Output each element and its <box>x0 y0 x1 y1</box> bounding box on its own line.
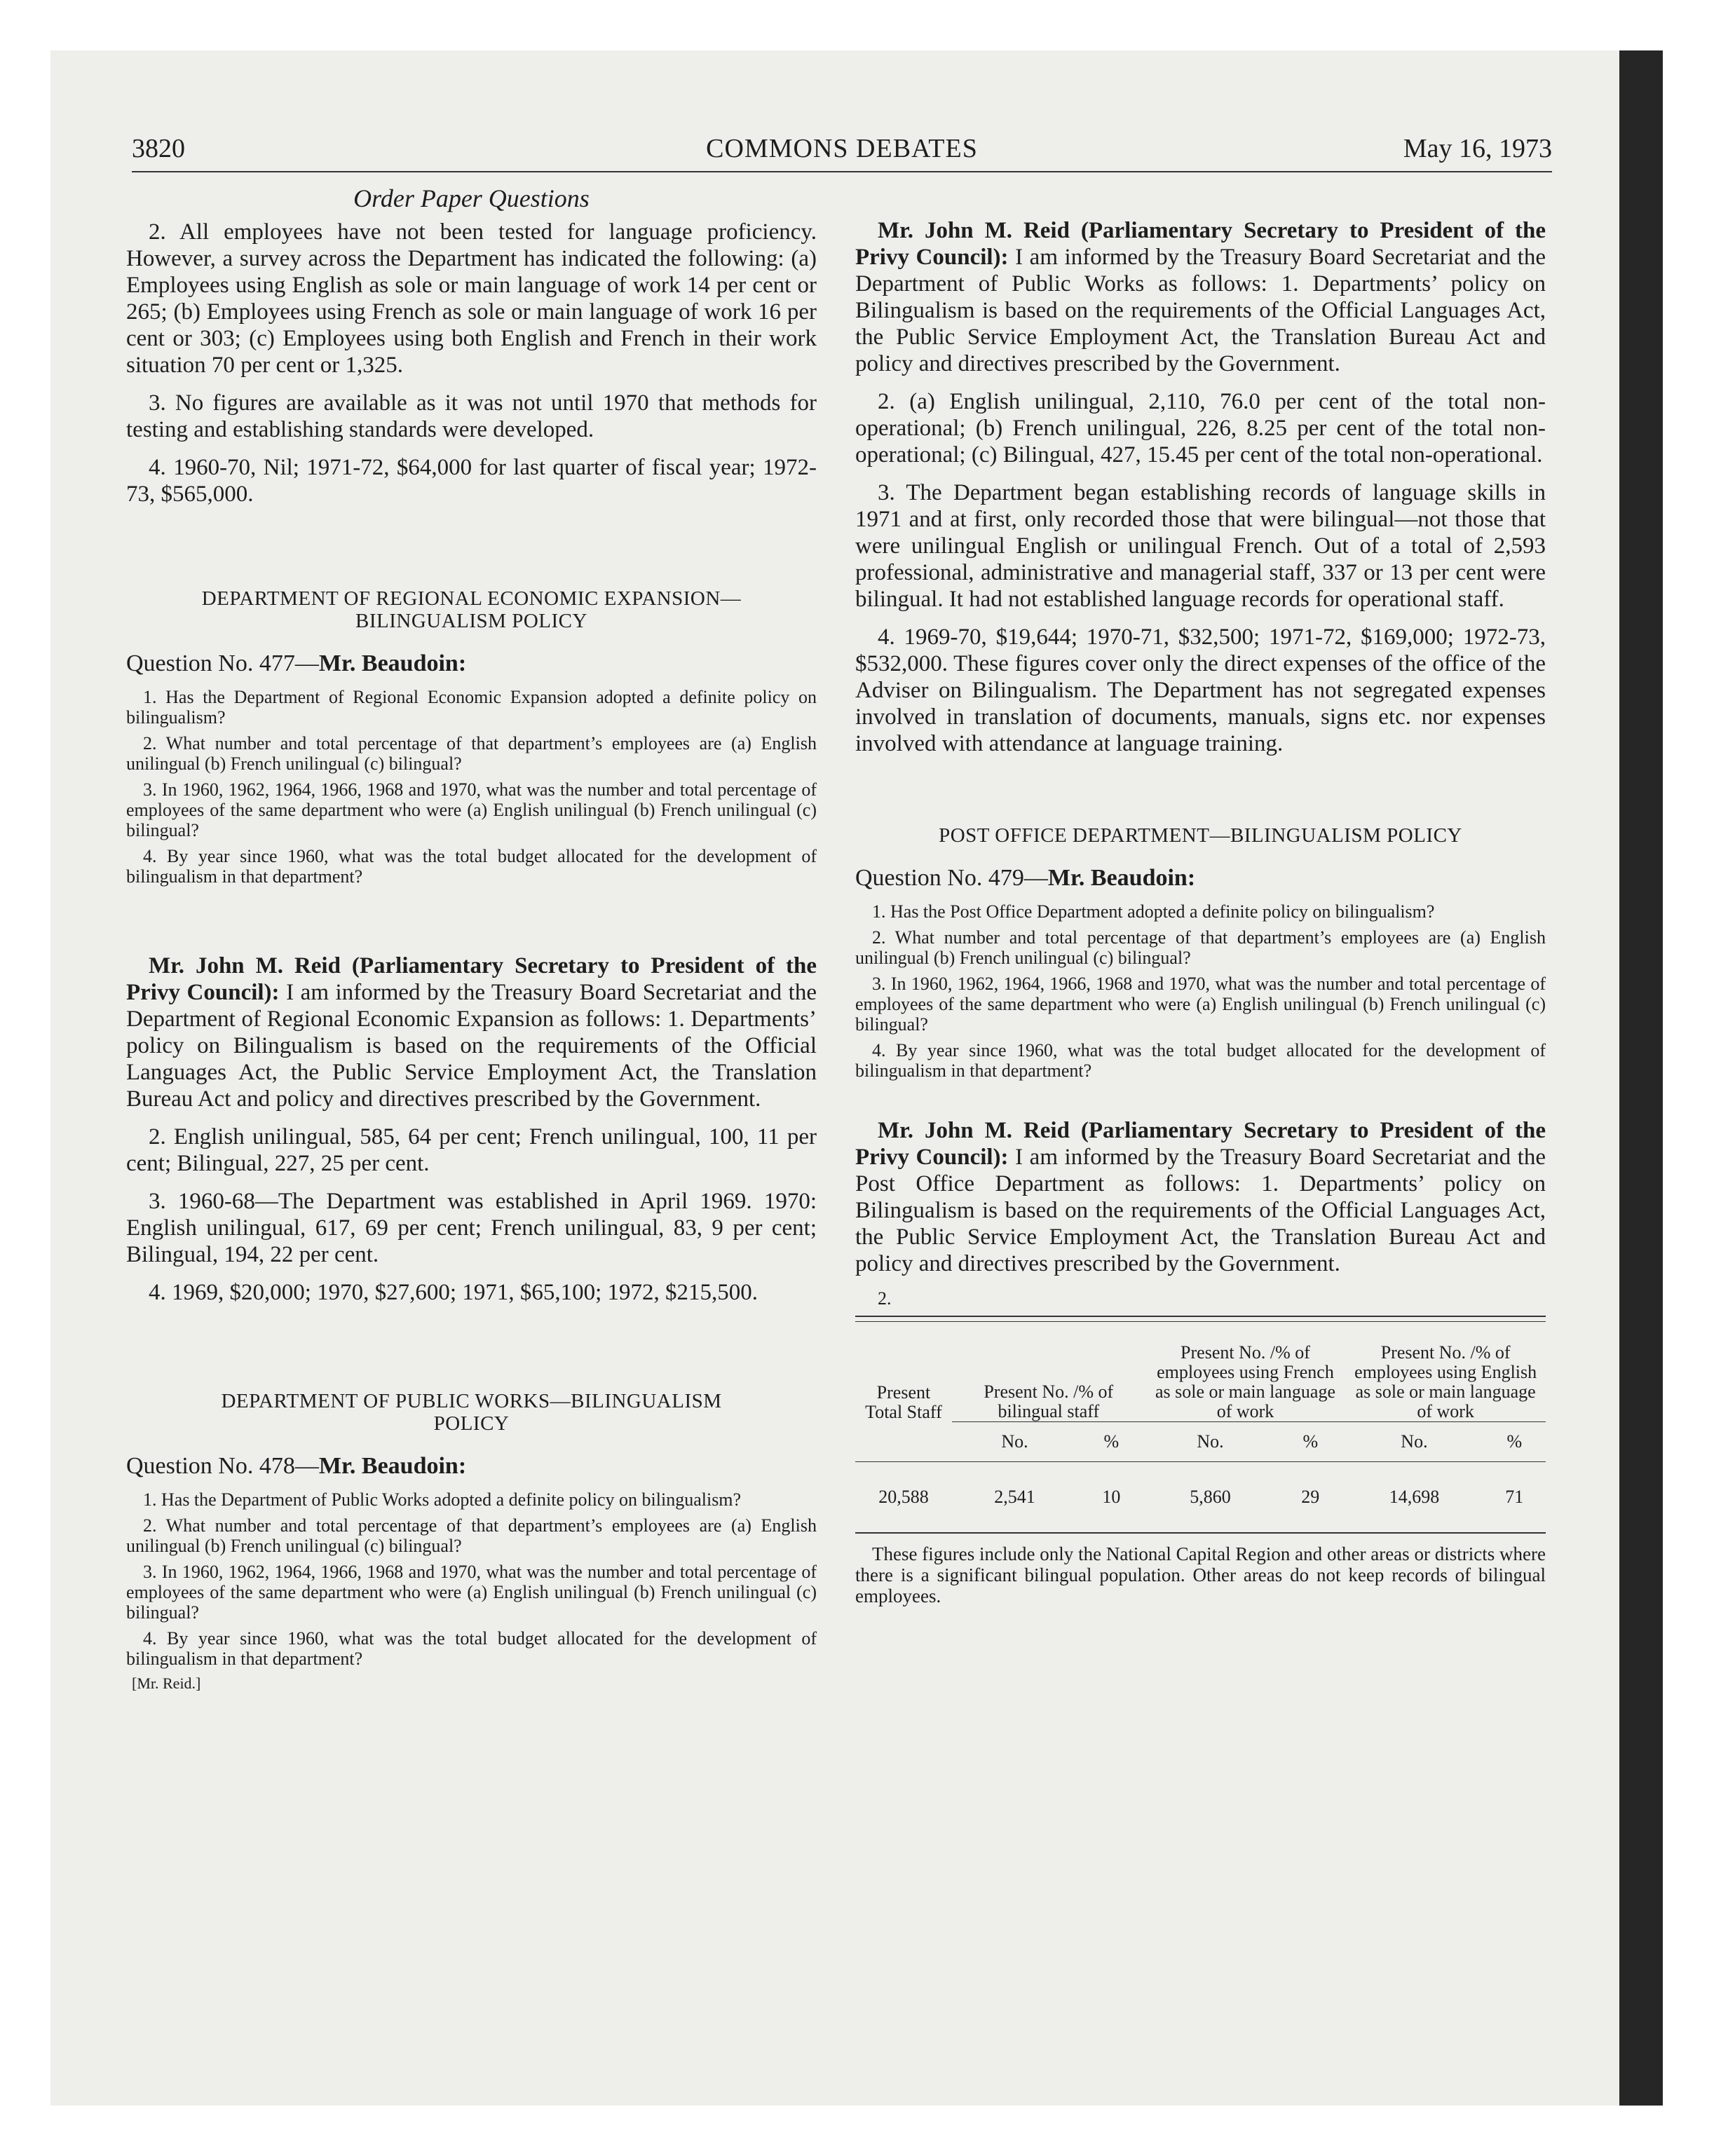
cell-total-staff: 20,588 <box>878 1487 929 1507</box>
post-office-section-title: POST OFFICE DEPARTMENT—BILINGUALISM POLICY <box>939 824 1462 847</box>
section-heading: Order Paper Questions <box>353 184 590 212</box>
table-row <box>855 1462 1546 1534</box>
page-number: 3820 <box>132 134 185 163</box>
scan-edge-shadow <box>1619 50 1663 2106</box>
question-item: 3. In 1960, 1962, 1964, 1966, 1968 and 1970, what was the number and total percentage of employees of the same department who were (a) English unilingual (b) French unilingual (c) bilingual? <box>126 779 817 840</box>
question-item: 4. By year since 1960, what was the total budget allocated for the development of bilingualism in that department? <box>126 1628 817 1669</box>
cell-english-no: 14,698 <box>1389 1487 1440 1507</box>
col-french-work: Present No. /% of employees using French as sole or main language of work <box>1145 1322 1346 1422</box>
page-header <box>132 129 1552 172</box>
post-office-answer-lead: Mr. John M. Reid (Parliamentary Secretary to President of the Privy Council): I am informed by the Treasury Board Secretariat and the Post Office Department as follows: 1. Departments’ policy on Bilingualism is based on the requirements of the Official Languages Act, the Public Service Employment Act, the Translation Bureau Act and policy and directives prescribed by the Government. <box>855 1118 1546 1276</box>
subheader-pct: % <box>1302 1431 1319 1452</box>
question-item: 1. Has the Department of Regional Economic Expansion adopted a definite policy on bilingualism? <box>126 687 817 728</box>
question-item: 4. By year since 1960, what was the total budget allocated for the development of bilingualism in that department? <box>855 1040 1546 1081</box>
cell-english-pct: 71 <box>1505 1487 1524 1507</box>
drie-section-title: DEPARTMENT OF REGIONAL ECONOMIC EXPANSION— BILINGUALISM POLICY <box>201 587 742 632</box>
cell-french-pct: 29 <box>1301 1487 1320 1507</box>
answer-paragraph: 3. The Department began establishing records of language skills in 1971 and at first, only recorded those that were bilingual—not those that were unilingual English or unilingual French. Out of a total of 2,593 professional, administrative and managerial staff, 337 or 13 per cent were bilingual. It had not established language records for operational staff. <box>855 480 1546 612</box>
issue-date: May 16, 1973 <box>1403 134 1552 163</box>
col-bilingual-staff: Present No. /% of bilingual staff <box>952 1322 1145 1422</box>
question-item: 3. In 1960, 1962, 1964, 1966, 1968 and 1970, what was the number and total percentage of employees of the same department who were (a) English unilingual (b) French unilingual (c) bilingual? <box>126 1562 817 1623</box>
table-item-label: 2. <box>878 1288 892 1309</box>
question-478-line: Question No. 478—Mr. Beaudoin: <box>126 1453 467 1479</box>
question-item: 2. What number and total percentage of that department’s employees are (a) English unilingual (b) French unilingual (c) bilingual? <box>126 733 817 774</box>
col-present-total-staff: Present Total Staff <box>865 1381 942 1422</box>
table-header-row <box>855 1322 1546 1422</box>
answer-paragraph: 3. 1960-68—The Department was established in April 1969. 1970: English unilingual, 617, 69 per cent; French unilingual, 83, 9 per cent; Bilingual, 194, 22 per cent. <box>126 1189 817 1267</box>
question-479-line: Question No. 479—Mr. Beaudoin: <box>855 865 1196 891</box>
subheader-pct: % <box>1103 1431 1120 1452</box>
question-477-line: Question No. 477—Mr. Beaudoin: <box>126 650 467 676</box>
answer-paragraph: 2. All employees have not been tested for language proficiency. However, a survey across the Department has indicated the following: (a) Employees using English as sole or main language of work 14 per cent or 265; (b) Employees using French as sole or main language of work 16 per cent or 303; (c) Employees using both English and French in their work situation 70 per cent or 1,325. <box>126 219 817 378</box>
question-item: 1. Has the Post Office Department adopted a definite policy on bilingualism? <box>872 901 1435 922</box>
answer-paragraph: 2. English unilingual, 585, 64 per cent; French unilingual, 100, 11 per cent; Bilingual, 227, 25 per cent. <box>126 1124 817 1176</box>
question-item: 3. In 1960, 1962, 1964, 1966, 1968 and 1970, what was the number and total percentage of employees of the same department who were (a) English unilingual (b) French unilingual (c) bilingual? <box>855 974 1546 1035</box>
question-item: 1. Has the Department of Public Works adopted a definite policy on bilingualism? <box>143 1489 742 1510</box>
answer-paragraph: 3. No figures are available as it was not until 1970 that methods for testing and establishing standards were developed. <box>126 390 817 442</box>
right-column <box>855 184 1546 1606</box>
subheader-pct: % <box>1506 1431 1523 1452</box>
drie-answer-lead: Mr. John M. Reid (Parliamentary Secretary to President of the Privy Council): I am informed by the Treasury Board Secretariat and the Department of Regional Economic Expansion as follows: 1. Departments’ policy on Bilingualism is based on the requirements of the Official Languages Act, the Public Service Employment Act, the Translation Bureau Act and policy and directives prescribed by the Government. <box>126 953 817 1112</box>
cell-bilingual-pct: 10 <box>1102 1487 1121 1507</box>
answer-paragraph: 2. (a) English unilingual, 2,110, 76.0 per cent of the total non-operational; (b) French unilingual, 226, 8.25 per cent of the total non-operational; (c) Bilingual, 427, 15.45 per cent of the total non-operational. <box>855 389 1546 468</box>
cell-bilingual-no: 2,541 <box>994 1487 1035 1507</box>
subheader-no: No. <box>1401 1431 1428 1452</box>
left-column <box>126 184 817 1693</box>
answer-paragraph: 4. 1969, $20,000; 1970, $27,600; 1971, $65,100; 1972, $215,500. <box>149 1280 758 1305</box>
question-item: 2. What number and total percentage of that department’s employees are (a) English unilingual (b) French unilingual (c) bilingual? <box>126 1515 817 1556</box>
subheader-no: No. <box>1197 1431 1224 1452</box>
col-english-work: Present No. /% of employees using English as sole or main language of work <box>1345 1322 1546 1422</box>
table-footnote: These figures include only the National Capital Region and other areas or districts where there is a significant bilingual population. Other areas do not keep records of bilingual employees. <box>855 1543 1546 1606</box>
subheader-blank <box>855 1422 952 1462</box>
table-top-rule <box>855 1316 1546 1322</box>
question-item: 4. By year since 1960, what was the total budget allocated for the development of bilingualism in that department? <box>126 846 817 887</box>
table-subheader-row <box>855 1422 1546 1462</box>
cell-french-no: 5,860 <box>1190 1487 1231 1507</box>
question-item: 2. What number and total percentage of that department’s employees are (a) English unilingual (b) French unilingual (c) bilingual? <box>855 927 1546 968</box>
staff-language-table <box>855 1322 1546 1534</box>
speaker-tag: [Mr. Reid.] <box>132 1674 201 1692</box>
answer-paragraph: 4. 1960-70, Nil; 1971-72, $64,000 for last quarter of fiscal year; 1972-73, $565,000. <box>126 455 817 507</box>
answer-paragraph: 4. 1969-70, $19,644; 1970-71, $32,500; 1971-72, $169,000; 1972-73, $532,000. These figures cover only the direct expenses of the office of the Adviser on Bilingualism. The Department has not segregated expenses involved in translation of documents, manuals, signs etc. nor expenses involved with attendance at language training. <box>855 625 1546 756</box>
publication-title: COMMONS DEBATES <box>706 134 978 163</box>
subheader-no: No. <box>1001 1431 1028 1452</box>
public-works-section-title: DEPARTMENT OF PUBLIC WORKS—BILINGUALISM POLICY <box>221 1390 722 1435</box>
public-works-answer-lead: Mr. John M. Reid (Parliamentary Secretary to President of the Privy Council): I am informed by the Treasury Board Secretariat and the Department of Public Works as follows: 1. Departments’ policy on Bilingualism is based on the requirements of the Official Languages Act, the Public Service Employment Act, the Translation Bureau Act and policy and directives prescribed by the Government. <box>855 218 1546 376</box>
